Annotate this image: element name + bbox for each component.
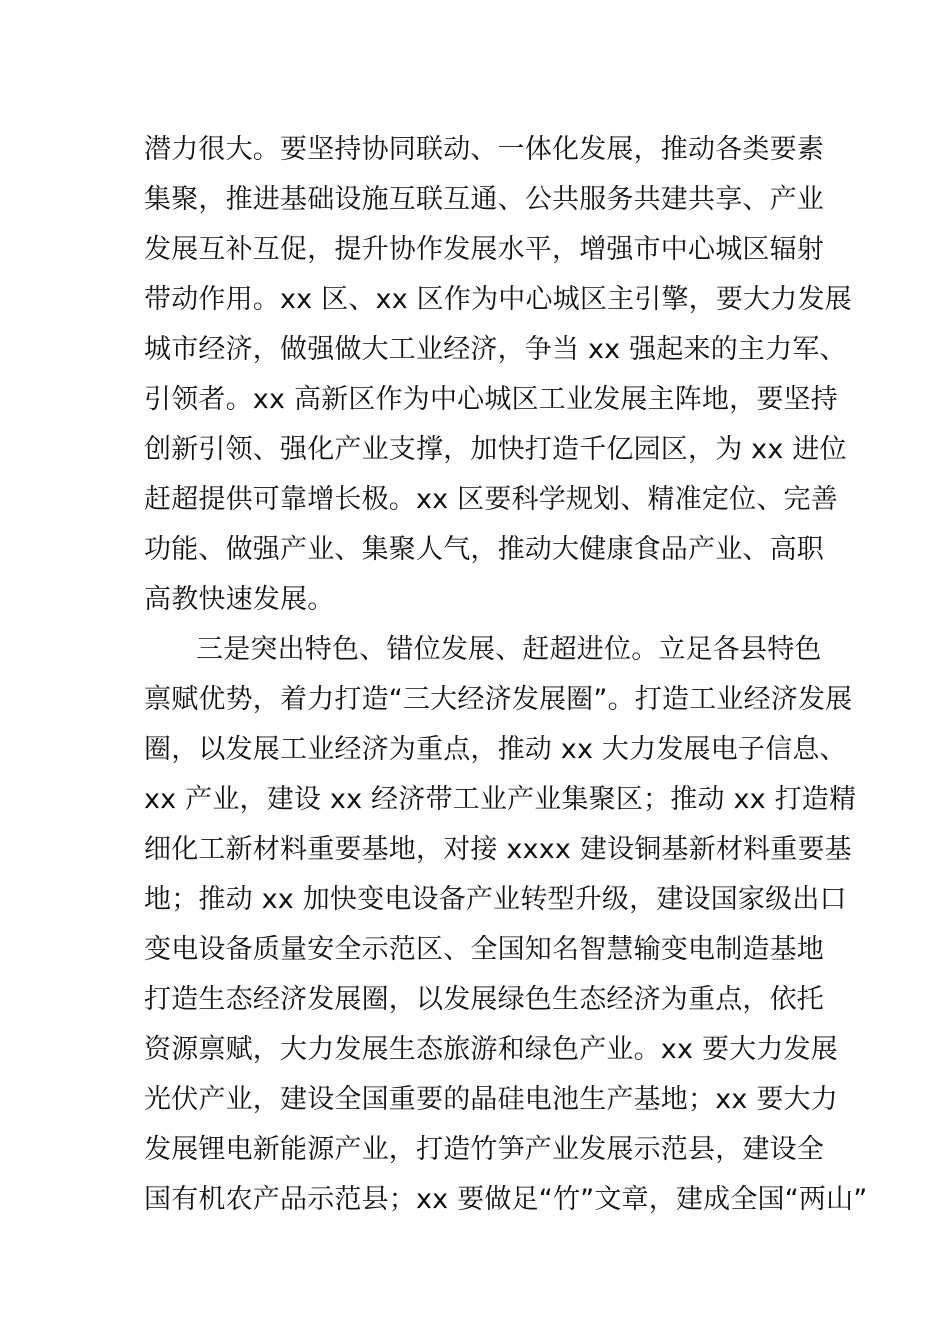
- text-line: 集聚，推进基础设施互联互通、公共服务共建共享、产业: [144, 184, 824, 215]
- text-line: 打造生态经济发展圈，以发展绿色生态经济为重点，依托: [144, 984, 824, 1015]
- text-line: 发展锂电新能源产业，打造竹笋产业发展示范县，建设全: [144, 1134, 824, 1165]
- text-line: 变电设备质量安全示范区、全国知名智慧输变电制造基地: [144, 934, 824, 965]
- text-line: 引领者。xx 高新区作为中心城区工业发展主阵地，要坚持: [144, 384, 838, 415]
- text-line: 地；推动 xx 加快变电设备产业转型升级，建设国家级出口: [144, 884, 847, 915]
- text-line: 禀赋优势，着力打造“三大经济发展圈”。打造工业经济发展: [144, 684, 853, 715]
- text-line: 带动作用。xx 区、xx 区作为中心城区主引擎，要大力发展: [144, 284, 852, 315]
- paragraph-first-line: 三是突出特色、错位发展、赶超进位。立足各县特色: [196, 634, 822, 665]
- text-line: 潜力很大。要坚持协同联动、一体化发展，推动各类要素: [144, 134, 824, 165]
- text-line: 国有机农产品示范县；xx 要做足“竹”文章，建成全国“两山”: [144, 1184, 868, 1215]
- text-line: 资源禀赋，大力发展生态旅游和绿色产业。xx 要大力发展: [144, 1034, 838, 1065]
- text-line: 高教快速发展。: [144, 584, 335, 615]
- text-line: 创新引领、强化产业支撑，加快打造千亿园区，为 xx 进位: [144, 434, 847, 465]
- text-line: 光伏产业，建设全国重要的晶硅电池生产基地；xx 要大力: [144, 1084, 838, 1115]
- text-line: 发展互补互促，提升协作发展水平，增强市中心城区辐射: [144, 234, 824, 265]
- text-line: 细化工新材料重要基地，对接 xxxx 建设铜基新材料重要基: [144, 834, 852, 865]
- text-line: 功能、做强产业、集聚人气，推动大健康食品产业、高职: [144, 534, 824, 565]
- text-line: xx 产业，建设 xx 经济带工业产业集聚区；推动 xx 打造精: [144, 784, 857, 815]
- text-line: 赶超提供可靠增长极。xx 区要科学规划、精准定位、完善: [144, 484, 838, 515]
- text-line: 圈，以发展工业经济为重点，推动 xx 大力发展电子信息、: [144, 734, 847, 765]
- text-line: 城市经济，做强做大工业经济，争当 xx 强起来的主力军、: [144, 334, 847, 365]
